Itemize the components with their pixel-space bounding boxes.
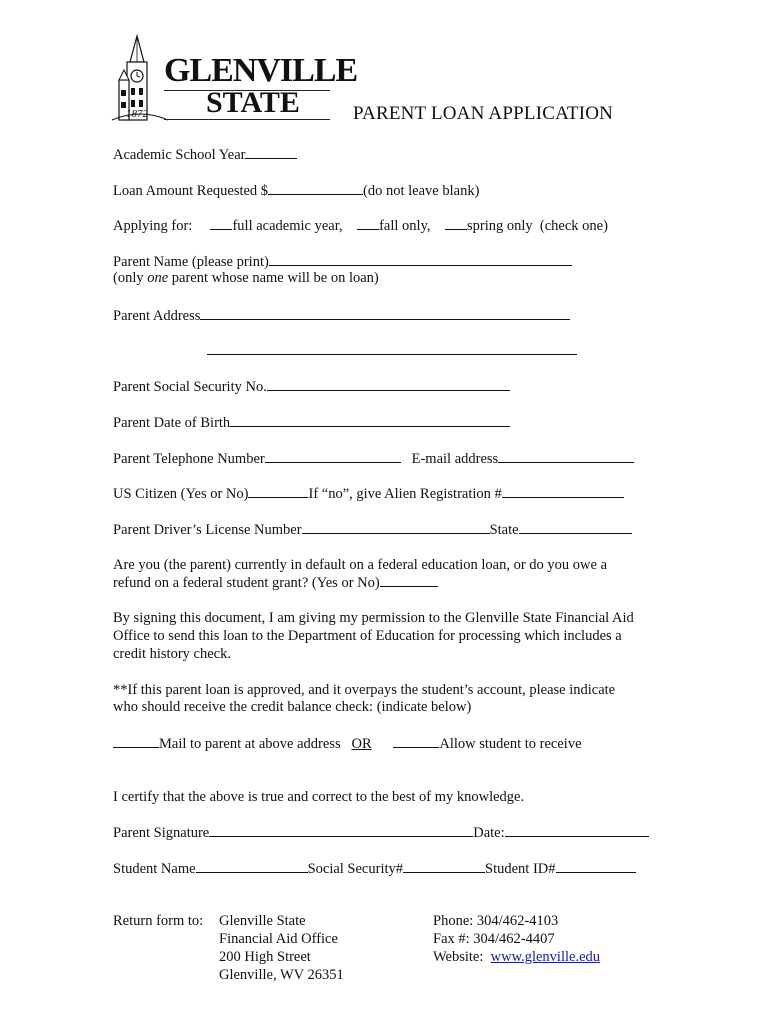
applying-for-row bbox=[113, 216, 608, 235]
alien-registration-field[interactable] bbox=[502, 484, 624, 498]
address-line: Glenville, WV 26351 bbox=[219, 967, 344, 983]
drivers-license-label: Parent Driver’s License Number bbox=[113, 522, 302, 538]
glenville-state-logo bbox=[110, 34, 358, 126]
student-id-label: Student ID# bbox=[485, 861, 556, 877]
parent-dob-row bbox=[113, 413, 510, 432]
logo-name-line2: STATE bbox=[206, 86, 300, 119]
student-name-label: Student Name bbox=[113, 861, 196, 877]
logo-year: 1872 bbox=[126, 108, 148, 120]
parent-address-field-2[interactable] bbox=[207, 341, 577, 355]
citizen-row bbox=[113, 484, 624, 503]
state-field[interactable] bbox=[519, 520, 632, 534]
parent-phone-label: Parent Telephone Number bbox=[113, 451, 265, 467]
refund-choice-row bbox=[113, 734, 582, 753]
parent-ssn-label: Parent Social Security No. bbox=[113, 379, 267, 395]
social-security-label: Social Security# bbox=[307, 861, 404, 877]
student-id-field[interactable] bbox=[556, 859, 636, 873]
phone-email-row bbox=[113, 449, 634, 468]
overpay-line1: **If this parent loan is approved, and it overpays the student’s account, please indicate bbox=[113, 682, 616, 698]
permission-line3: credit history check. bbox=[113, 646, 231, 662]
academic-year-label: Academic School Year bbox=[113, 147, 246, 163]
default-question-line1: Are you (the parent) currently in default on a federal education loan, or do you owe a bbox=[113, 557, 608, 573]
parent-name-note-part1: (only bbox=[113, 270, 148, 286]
address-line: 200 High Street bbox=[219, 949, 311, 965]
default-question-line2: refund on a federal student grant? (Yes or No) bbox=[113, 575, 380, 591]
parent-phone-field[interactable] bbox=[265, 449, 401, 463]
date-label: Date: bbox=[473, 825, 505, 841]
contact-info bbox=[433, 912, 600, 966]
parent-signature-field[interactable] bbox=[209, 823, 473, 837]
loan-amount-label: Loan Amount Requested $ bbox=[113, 183, 269, 199]
alien-registration-label: If “no”, give Alien Registration # bbox=[308, 486, 502, 502]
full-year-label: full academic year, bbox=[232, 218, 343, 234]
address-line: Financial Aid Office bbox=[219, 931, 338, 947]
phone-number: Phone: 304/462-4103 bbox=[433, 913, 559, 929]
us-citizen-field[interactable] bbox=[248, 484, 308, 498]
parent-dob-field[interactable] bbox=[230, 413, 510, 427]
parent-dob-label: Parent Date of Birth bbox=[113, 415, 231, 431]
return-address bbox=[219, 912, 344, 984]
parent-name-note-emphasis: one bbox=[147, 270, 169, 286]
logo-name-line1: GLENVILLE bbox=[164, 52, 358, 89]
signature-row bbox=[113, 823, 649, 842]
check-one-note: (check one) bbox=[539, 218, 608, 234]
website-label: Website: bbox=[433, 949, 484, 965]
fall-only-checkbox[interactable] bbox=[357, 216, 379, 230]
default-question-row bbox=[113, 573, 438, 592]
logo-underline bbox=[164, 119, 330, 120]
date-field[interactable] bbox=[505, 823, 649, 837]
permission-line2: Office to send this loan to the Department of Education for processing which includes a bbox=[113, 628, 622, 644]
default-answer-field[interactable] bbox=[380, 573, 438, 587]
drivers-license-field[interactable] bbox=[302, 520, 490, 534]
parent-name-note bbox=[113, 269, 379, 287]
overpay-line2: who should receive the credit balance check: (indicate below) bbox=[113, 699, 472, 715]
parent-address-field-1[interactable] bbox=[200, 306, 570, 320]
parent-signature-label: Parent Signature bbox=[113, 825, 210, 841]
loan-amount-note: (do not leave blank) bbox=[363, 183, 480, 199]
applying-for-label: Applying for: bbox=[113, 218, 193, 234]
address-line: Glenville State bbox=[219, 913, 306, 929]
student-name-field[interactable] bbox=[196, 859, 308, 873]
loan-amount-row bbox=[113, 181, 479, 200]
page-title: PARENT LOAN APPLICATION bbox=[353, 103, 614, 124]
full-year-checkbox[interactable] bbox=[210, 216, 232, 230]
parent-address-row bbox=[113, 306, 570, 325]
academic-year-row bbox=[113, 145, 297, 164]
license-row bbox=[113, 520, 632, 539]
parent-address-label: Parent Address bbox=[113, 308, 201, 324]
fall-only-label: fall only, bbox=[379, 218, 431, 234]
or-label: OR bbox=[351, 736, 372, 752]
mail-to-parent-label: Mail to parent at above address bbox=[159, 736, 341, 752]
us-citizen-label: US Citizen (Yes or No) bbox=[113, 486, 249, 502]
parent-name-note-part2: parent whose name will be on loan) bbox=[168, 270, 379, 286]
parent-address-row-2 bbox=[207, 341, 577, 360]
website-link[interactable]: www.glenville.edu bbox=[490, 949, 601, 965]
permission-line1: By signing this document, I am giving my permission to the Glenville State Financial Aid bbox=[113, 610, 634, 626]
website-row bbox=[433, 948, 600, 966]
parent-name-field[interactable] bbox=[269, 252, 572, 266]
parent-name-label: Parent Name (please print) bbox=[113, 254, 269, 270]
student-row bbox=[113, 859, 636, 878]
certify-statement: I certify that the above is true and correct to the best of my knowledge. bbox=[113, 789, 525, 805]
fax-number: Fax #: 304/462-4407 bbox=[433, 931, 555, 947]
parent-ssn-field[interactable] bbox=[267, 377, 510, 391]
email-label: E-mail address bbox=[411, 451, 499, 467]
social-security-field[interactable] bbox=[403, 859, 485, 873]
loan-amount-field[interactable] bbox=[268, 181, 363, 195]
state-label: State bbox=[489, 522, 519, 538]
email-field[interactable] bbox=[498, 449, 634, 463]
allow-student-label: Allow student to receive bbox=[439, 736, 582, 752]
parent-ssn-row bbox=[113, 377, 510, 396]
academic-year-field[interactable] bbox=[245, 145, 297, 159]
return-form-label: Return form to: bbox=[113, 913, 204, 929]
mail-to-parent-field[interactable] bbox=[113, 734, 159, 748]
allow-student-field[interactable] bbox=[393, 734, 439, 748]
spring-only-label: spring only bbox=[467, 218, 533, 234]
spring-only-checkbox[interactable] bbox=[445, 216, 467, 230]
